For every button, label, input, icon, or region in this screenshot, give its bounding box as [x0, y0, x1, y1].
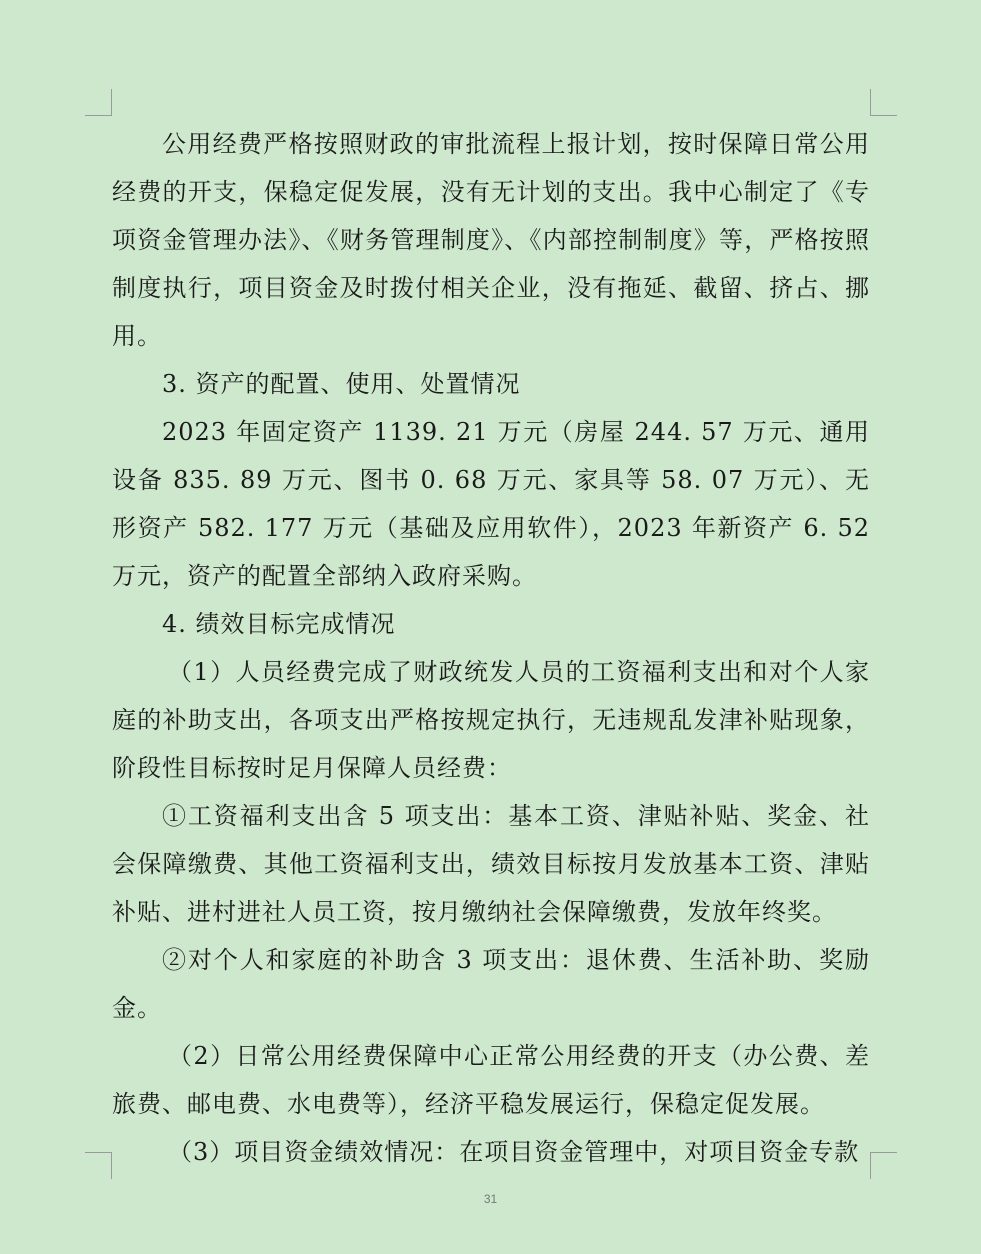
paragraph-family-subsidy: ②对个人和家庭的补助含 3 项支出：退休费、生活补助、奖励金。 — [112, 946, 870, 1022]
crop-mark-top-left — [85, 89, 112, 116]
body-text — [112, 120, 870, 1176]
heading-performance-goals: 4. 绩效目标完成情况 — [162, 610, 396, 638]
paragraph-fixed-assets: 2023 年固定资产 1139. 21 万元（房屋 244. 57 万元、通用设备 835. 89 万元、图书 0. 68 万元、家具等 58. 07 万元）、无形资产 582. 177 万元（基础及应用软件），2023 年新资产 6. 52 万元，资产的配置全部纳入政府采购。 — [112, 418, 870, 590]
paragraph-personnel-funds: （1）人员经费完成了财政统发人员的工资福利支出和对个人家庭的补助支出，各项支出严格按规定执行，无违规乱发津补贴现象，阶段性目标按时足月保障人员经费： — [112, 658, 870, 782]
crop-mark-bottom-right — [870, 1152, 897, 1179]
heading-asset-allocation: 3. 资产的配置、使用、处置情况 — [162, 370, 521, 398]
page-number: 31 — [483, 1192, 498, 1206]
paragraph-public-funds: 公用经费严格按照财政的审批流程上报计划，按时保障日常公用经费的开支，保稳定促发展，没有无计划的支出。我中心制定了《专项资金管理办法》、《财务管理制度》、《内部控制制度》等，严格按照制度执行，项目资金及时拨付相关企业，没有拖延、截留、挤占、挪用。 — [112, 130, 870, 350]
paragraph-wage-welfare: ①工资福利支出含 5 项支出：基本工资、津贴补贴、奖金、社会保障缴费、其他工资福利支出，绩效目标按月发放基本工资、津贴补贴、进村进社人员工资，按月缴纳社会保障缴费，发放年终奖。 — [112, 802, 870, 926]
crop-mark-bottom-left — [85, 1152, 112, 1179]
crop-mark-top-right — [870, 89, 897, 116]
paragraph-project-funds: （3）项目资金绩效情况：在项目资金管理中，对项目资金专款 — [168, 1138, 860, 1166]
paragraph-daily-public-funds: （2）日常公用经费保障中心正常公用经费的开支（办公费、差旅费、邮电费、水电费等），经济平稳发展运行，保稳定促发展。 — [112, 1042, 870, 1118]
